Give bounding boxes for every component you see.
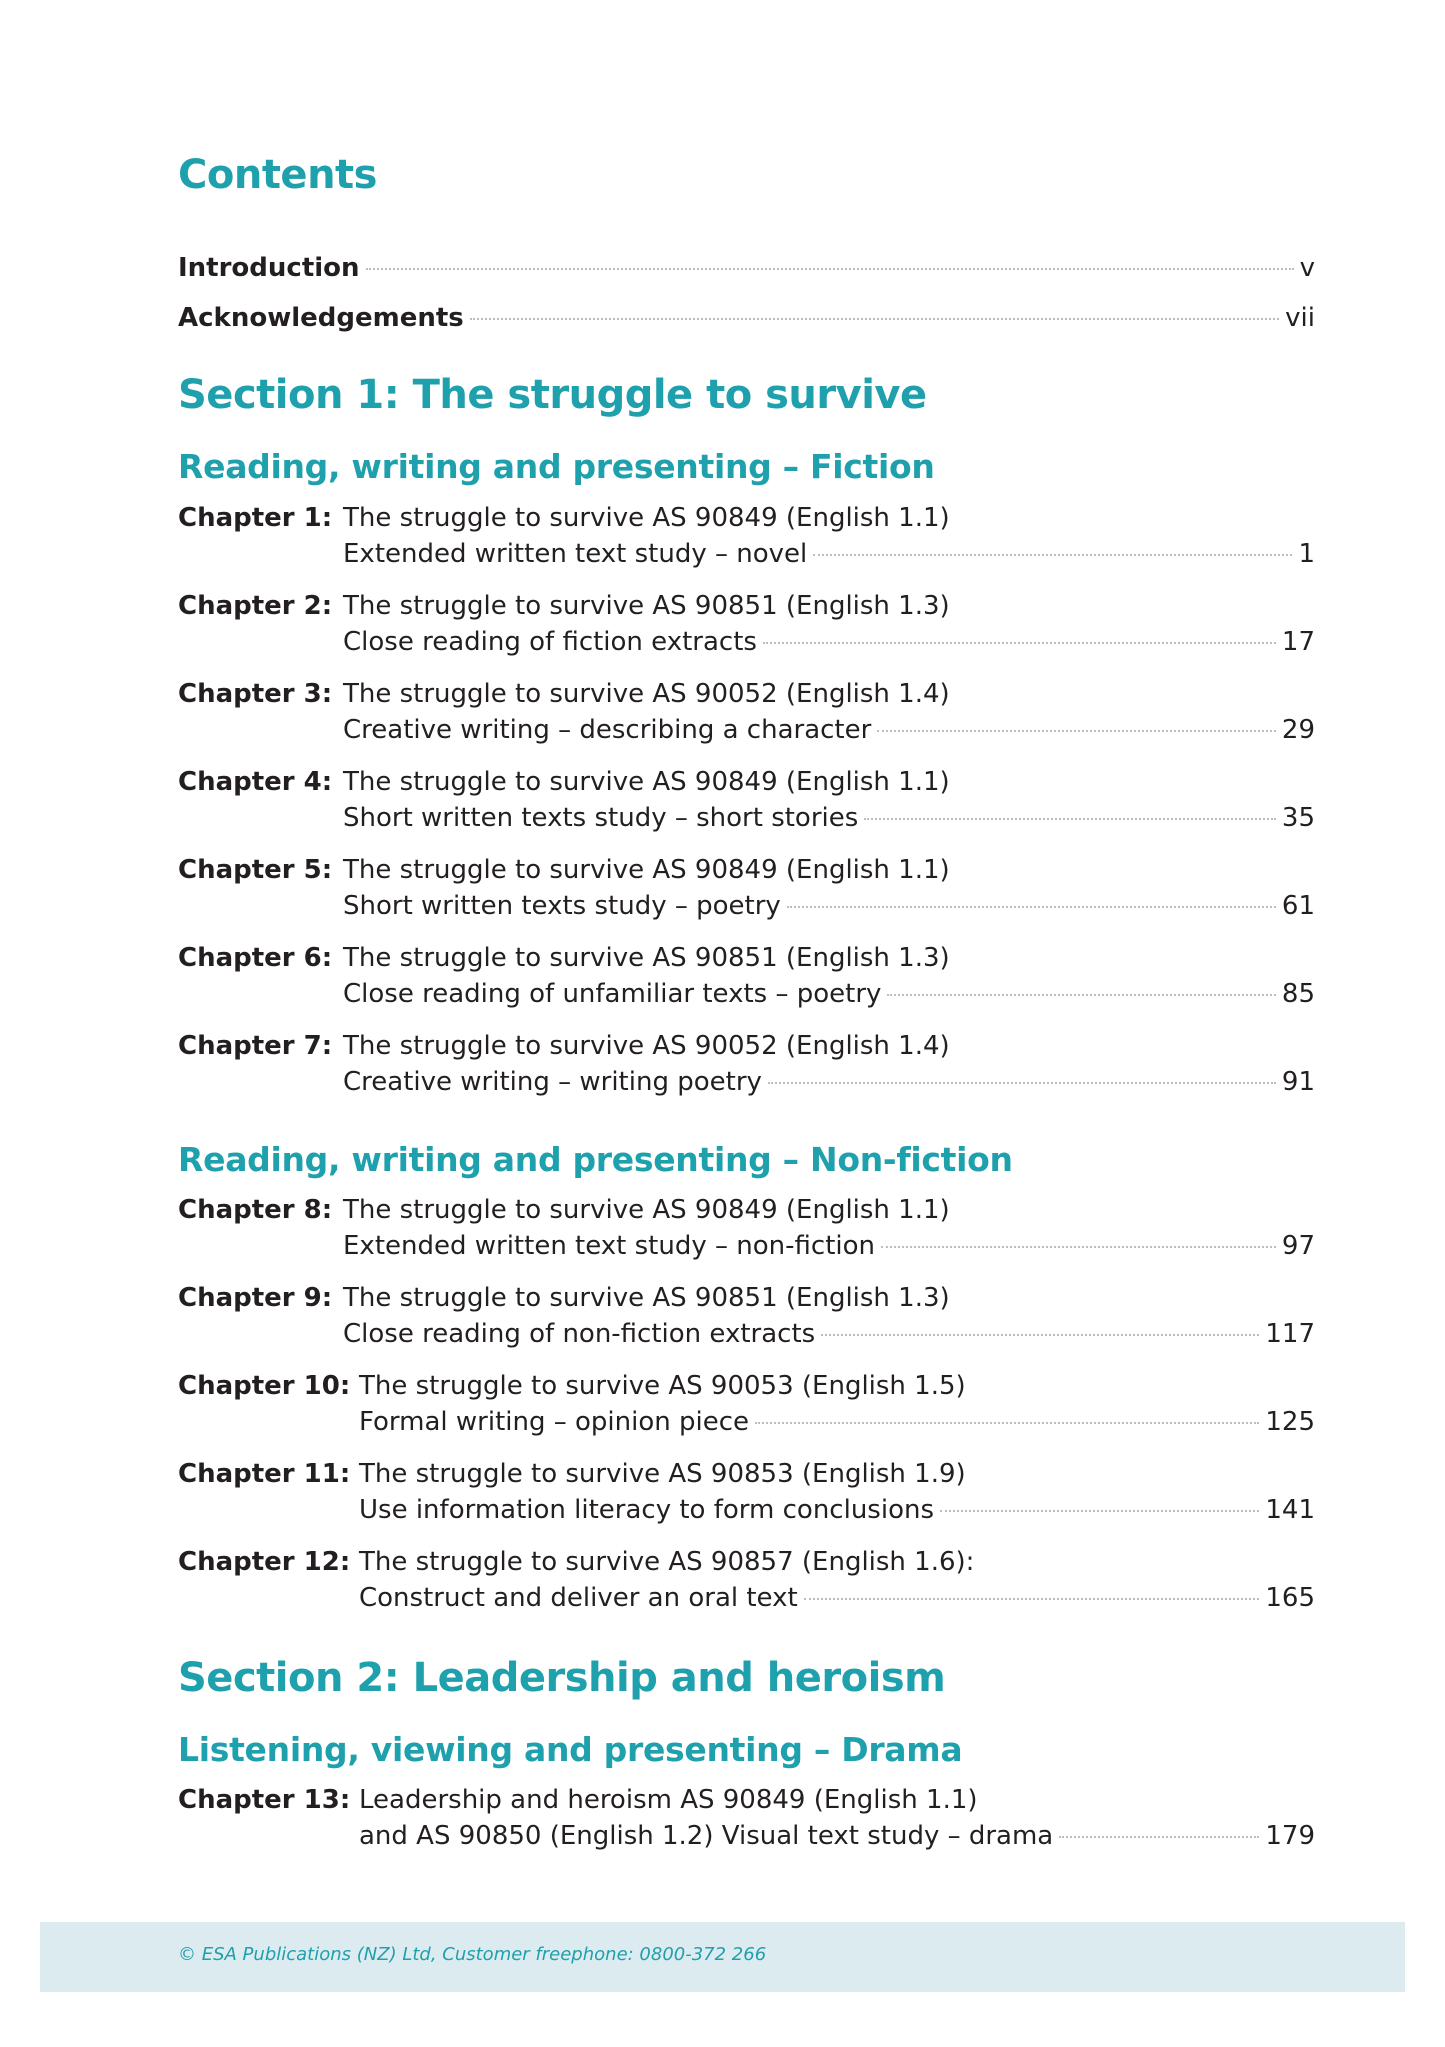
toc-page-number: vii [1285, 303, 1315, 333]
toc-entry-introduction[interactable] [178, 250, 1315, 286]
toc-chapter-10[interactable] [178, 1368, 1315, 1440]
dot-leader [366, 268, 1294, 270]
chapter-description: and AS 90850 (English 1.2) Visual text study – drama [359, 1821, 1054, 1851]
toc-page-number: 61 [1281, 891, 1315, 921]
chapter-description: Extended written text study – non-fiction [343, 1231, 875, 1261]
chapter-label: Chapter 9: [178, 1283, 333, 1313]
chapter-title: The struggle to survive AS 90849 (English 1.1) [343, 503, 950, 533]
toc-page-number: 35 [1281, 803, 1315, 833]
toc-page-number: 179 [1265, 1821, 1315, 1851]
chapter-description: Close reading of fiction extracts [343, 627, 757, 657]
chapter-title: The struggle to survive AS 90849 (English 1.1) [343, 855, 950, 885]
dot-leader [864, 818, 1276, 820]
chapter-title: The struggle to survive AS 90849 (English 1.1) [343, 767, 950, 797]
dot-leader [755, 1422, 1259, 1424]
toc-chapter-2[interactable] [178, 588, 1315, 660]
toc-chapter-6[interactable] [178, 940, 1315, 1012]
chapter-description: Construct and deliver an oral text [359, 1583, 798, 1613]
chapter-label: Chapter 8: [178, 1195, 333, 1225]
dot-leader [940, 1510, 1259, 1512]
chapter-title: The struggle to survive AS 90053 (English 1.5) [359, 1371, 966, 1401]
chapter-label: Chapter 3: [178, 679, 333, 709]
dot-leader [813, 554, 1292, 556]
chapter-label: Chapter 13: [178, 1785, 351, 1815]
toc-page-number: 125 [1265, 1407, 1315, 1437]
chapter-title: The struggle to survive AS 90052 (English 1.4) [343, 679, 950, 709]
dot-leader [470, 318, 1279, 320]
chapter-label: Chapter 1: [178, 503, 333, 533]
toc-chapter-12[interactable] [178, 1544, 1315, 1616]
toc-page-number: 117 [1265, 1319, 1315, 1349]
chapter-description: Use information literacy to form conclusions [359, 1495, 934, 1525]
chapter-description: Close reading of non-fiction extracts [343, 1319, 816, 1349]
toc-entry-label: Introduction [178, 253, 360, 283]
chapter-label: Chapter 5: [178, 855, 333, 885]
toc-chapter-1[interactable] [178, 500, 1315, 572]
toc-chapter-13[interactable] [178, 1782, 1315, 1854]
chapter-label: Chapter 7: [178, 1031, 333, 1061]
chapter-label: Chapter 10: [178, 1371, 351, 1401]
page-title: Contents [178, 152, 377, 198]
chapter-title: The struggle to survive AS 90851 (English 1.3) [343, 1283, 950, 1313]
footer-copyright: © ESA Publications (NZ) Ltd, Customer freephone: 0800-372 266 [178, 1944, 767, 1965]
chapter-label: Chapter 6: [178, 943, 333, 973]
dot-leader [763, 642, 1276, 644]
chapter-title: The struggle to survive AS 90851 (English 1.3) [343, 943, 950, 973]
toc-page-number: v [1299, 253, 1315, 283]
toc-page-number: 17 [1281, 627, 1315, 657]
dot-leader [768, 1082, 1276, 1084]
toc-page-number: 97 [1281, 1231, 1315, 1261]
chapter-title: The struggle to survive AS 90849 (English 1.1) [343, 1195, 950, 1225]
chapter-title: The struggle to survive AS 90052 (English 1.4) [343, 1031, 950, 1061]
sub-heading-drama: Listening, viewing and presenting – Drama [178, 1730, 963, 1769]
toc-page-number: 29 [1281, 715, 1315, 745]
toc-chapter-3[interactable] [178, 676, 1315, 748]
toc-page-number: 85 [1281, 979, 1315, 1009]
toc-chapter-7[interactable] [178, 1028, 1315, 1100]
dot-leader [877, 730, 1276, 732]
dot-leader [881, 1246, 1276, 1248]
sub-heading-fiction: Reading, writing and presenting – Fiction [178, 447, 935, 486]
chapter-label: Chapter 2: [178, 591, 333, 621]
toc-chapter-11[interactable] [178, 1456, 1315, 1528]
dot-leader [804, 1598, 1260, 1600]
chapter-description: Creative writing – describing a character [343, 715, 872, 745]
toc-page-number: 165 [1265, 1583, 1315, 1613]
section-heading-2: Section 2: Leadership and heroism [178, 1655, 946, 1701]
toc-entry-label: Acknowledgements [178, 303, 464, 333]
toc-chapter-5[interactable] [178, 852, 1315, 924]
chapter-label: Chapter 12: [178, 1547, 351, 1577]
chapter-label: Chapter 11: [178, 1459, 351, 1489]
chapter-description: Short written texts study – short stories [343, 803, 859, 833]
toc-page-number: 141 [1265, 1495, 1315, 1525]
chapter-description: Short written texts study – poetry [343, 891, 781, 921]
toc-page-number: 91 [1281, 1067, 1315, 1097]
chapter-title: The struggle to survive AS 90851 (English 1.3) [343, 591, 950, 621]
toc-entry-acknowledgements[interactable] [178, 300, 1315, 336]
chapter-title: The struggle to survive AS 90857 (English 1.6): [359, 1547, 975, 1577]
toc-page-number: 1 [1298, 539, 1315, 569]
chapter-description: Formal writing – opinion piece [359, 1407, 750, 1437]
dot-leader [821, 1334, 1259, 1336]
chapter-description: Creative writing – writing poetry [343, 1067, 762, 1097]
toc-chapter-9[interactable] [178, 1280, 1315, 1352]
toc-chapter-4[interactable] [178, 764, 1315, 836]
sub-heading-non-fiction: Reading, writing and presenting – Non-fiction [178, 1140, 1013, 1179]
chapter-description: Extended written text study – novel [343, 539, 808, 569]
toc-chapter-8[interactable] [178, 1192, 1315, 1264]
section-heading-1: Section 1: The struggle to survive [178, 372, 927, 418]
dot-leader [787, 906, 1276, 908]
chapter-description: Close reading of unfamiliar texts – poetry [343, 979, 882, 1009]
dot-leader [1059, 1836, 1259, 1838]
chapter-title: Leadership and heroism AS 90849 (English 1.1) [359, 1785, 978, 1815]
chapter-title: The struggle to survive AS 90853 (English 1.9) [359, 1459, 966, 1489]
footer-band [40, 1922, 1405, 1992]
dot-leader [887, 994, 1275, 996]
chapter-label: Chapter 4: [178, 767, 333, 797]
